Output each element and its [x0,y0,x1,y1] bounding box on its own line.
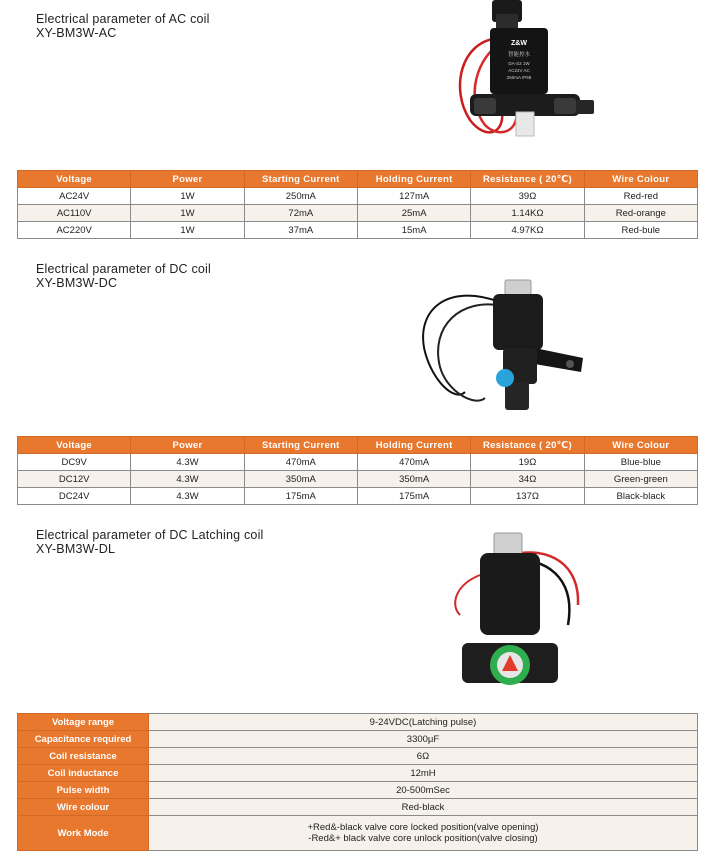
table-cell: Black-black [584,488,697,505]
dc-model: XY-BM3W-DC [36,276,118,290]
table-cell: AC220V [18,222,131,239]
table-cell: DC12V [18,471,131,488]
table-cell: 39Ω [471,188,584,205]
table-cell: 175mA [357,488,470,505]
dc-col-header: Holding Current [357,437,470,454]
table-cell: 137Ω [471,488,584,505]
ac-coil-label-4: AC24V AC [508,68,530,73]
table-cell: Green-green [584,471,697,488]
ac-title: Electrical parameter of AC coil [36,12,210,26]
dc-coil-body [493,294,543,350]
dc-top-nut [505,280,531,296]
table-row [18,765,698,782]
ac-spec-table [17,170,698,239]
ac-col-header: Power [131,171,244,188]
table-cell: 15mA [357,222,470,239]
ac-col-header: Holding Current [357,171,470,188]
ac-col-header: Starting Current [244,171,357,188]
table-cell: 470mA [357,454,470,471]
ac-port-right [554,98,576,114]
dl-row-value: 12mH [149,765,698,782]
table-cell: 19Ω [471,454,584,471]
dl-row-label: Coil inductance [18,765,149,782]
dc-col-header: Power [131,437,244,454]
table-cell: Red-orange [584,205,697,222]
ac-col-header: Wire Colour [584,171,697,188]
table-row [18,731,698,748]
table-cell: 25mA [357,205,470,222]
table-cell: 4.3W [131,488,244,505]
table-row [18,454,698,471]
dl-heading [36,528,264,556]
table-row [18,816,698,851]
dc-heading [36,262,211,290]
table-row [18,748,698,765]
ac-col-header: Voltage [18,171,131,188]
dl-wire-red-2 [455,575,480,615]
table-row [18,782,698,799]
table-cell: 4.3W [131,454,244,471]
dl-valve-photo [440,525,590,697]
table-cell: 1W [131,188,244,205]
dl-work-mode-value [149,816,698,851]
table-cell: Red-bule [584,222,697,239]
dl-spec-table [17,713,698,851]
dl-work-mode-line-1: +Red&-black valve core locked position(valve opening) [307,822,539,833]
table-row [18,488,698,505]
dl-top-nut [494,533,522,555]
dl-row-label: Pulse width [18,782,149,799]
table-cell: 1W [131,222,244,239]
dl-row-value: 6Ω [149,748,698,765]
table-cell: DC9V [18,454,131,471]
table-row [18,205,698,222]
dc-header-row [18,437,698,454]
ac-coil-label-5: 250mA IP68 [506,75,532,80]
ac-heading [36,12,210,40]
ac-header-row [18,171,698,188]
table-cell: AC24V [18,188,131,205]
table-cell: 4.3W [131,471,244,488]
dc-spec-table [17,436,698,505]
table-cell: 175mA [244,488,357,505]
dc-col-header: Voltage [18,437,131,454]
table-cell: Red-red [584,188,697,205]
dl-row-value: Red-black [149,799,698,816]
dc-bracket-hole [566,360,574,368]
dl-work-mode-line-2: -Red&+ black valve core unlock position(valve closing) [308,833,538,844]
table-cell: 1.14KΩ [471,205,584,222]
table-cell: 350mA [244,471,357,488]
dl-row-label: Capacitance required [18,731,149,748]
dl-row-label: Voltage range [18,714,149,731]
ac-port-left [474,98,496,114]
table-cell: AC110V [18,205,131,222]
table-cell: 250mA [244,188,357,205]
dc-title: Electrical parameter of DC coil [36,262,212,276]
dl-model: XY-BM3W-DL [36,542,116,556]
dl-row-value: 9-24VDC(Latching pulse) [149,714,698,731]
dc-col-header: Wire Colour [584,437,697,454]
ac-valve-photo [430,0,610,150]
ac-coil-label-1: Z&W [511,40,527,47]
table-row [18,714,698,731]
table-cell: 350mA [357,471,470,488]
dc-col-header: Resistance ( 20℃) [471,437,584,454]
table-cell: 470mA [244,454,357,471]
table-cell: 127mA [357,188,470,205]
ac-coil-label-2: 智能控水 [507,52,531,58]
table-cell: 37mA [244,222,357,239]
ac-coil-label-3: DA-S2 1W [508,61,530,66]
table-row [18,222,698,239]
table-row [18,471,698,488]
table-cell: 1W [131,205,244,222]
table-cell: DC24V [18,488,131,505]
ac-col-header: Resistance ( 20℃) [471,171,584,188]
dl-row-label: Wire colour [18,799,149,816]
dl-row-label: Coil resistance [18,748,149,765]
table-row [18,188,698,205]
dc-valve-photo [405,272,605,420]
dl-work-mode-label: Work Mode [18,816,149,851]
dl-title: Electrical parameter of DC Latching coil [36,528,264,542]
table-row [18,799,698,816]
ac-fitting [576,100,594,114]
ac-valve-knob [516,112,534,136]
table-cell: 4.97KΩ [471,222,584,239]
dl-coil-body [480,553,540,635]
ac-connector-base [496,14,518,28]
table-cell: 72mA [244,205,357,222]
table-cell: 34Ω [471,471,584,488]
dl-row-value: 3300μF [149,731,698,748]
dc-col-header: Starting Current [244,437,357,454]
dl-row-value: 20-500mSec [149,782,698,799]
dc-blue-knob [496,369,514,387]
table-cell: Blue-blue [584,454,697,471]
ac-model: XY-BM3W-AC [36,26,117,40]
